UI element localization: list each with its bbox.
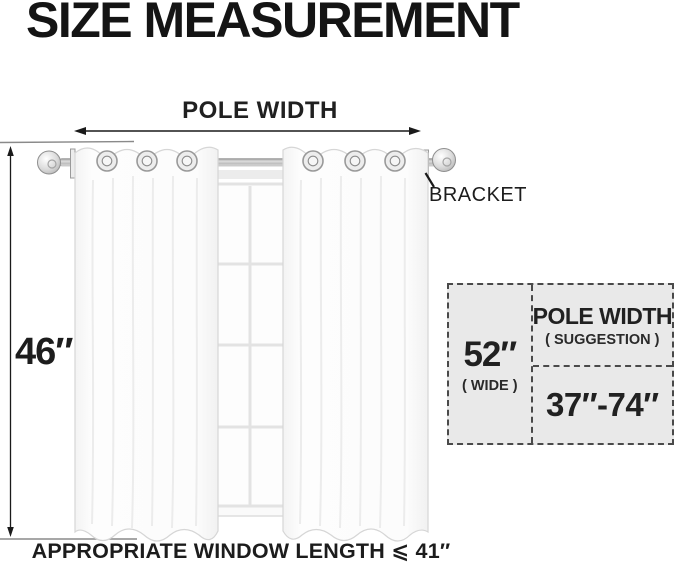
curtain-panel-left	[75, 147, 218, 541]
curtain-panel-right	[283, 147, 428, 541]
pole-width-arrow	[74, 127, 421, 135]
pole-width-range: 37″-74″	[546, 386, 659, 424]
spec-cell-pole-width	[533, 285, 672, 367]
grommet-icon	[345, 151, 365, 171]
window-length-note: APPROPRIATE WINDOW LENGTH ⩽ 41″	[31, 539, 451, 563]
panel-width-caption: ( WIDE )	[462, 377, 518, 394]
window-top-frame	[215, 170, 285, 179]
grommet-icon	[385, 151, 405, 171]
size-spec-box	[447, 283, 674, 445]
panel-width-value: 52″	[463, 334, 517, 374]
grommet-icon	[137, 151, 157, 171]
curtain-height-label: 46″	[15, 331, 73, 373]
pole-width-caption: ( SUGGESTION )	[545, 331, 660, 348]
bracket-left	[71, 149, 76, 178]
spec-right-column	[533, 285, 672, 443]
top-reference-line	[0, 142, 134, 143]
spec-cell-pole-range	[533, 367, 672, 443]
grommet-icon	[303, 151, 323, 171]
finial-left-icon	[38, 151, 61, 174]
spec-cell-panel-width	[449, 285, 533, 443]
grommet-icon	[97, 151, 117, 171]
pole-width-label: POLE WIDTH	[182, 97, 338, 124]
pole-width-title: POLE WIDTH	[532, 302, 672, 329]
height-dimension-arrow	[7, 146, 14, 537]
bracket-label: BRACKET	[429, 184, 527, 206]
grommet-icon	[177, 151, 197, 171]
page-title: SIZE MEASUREMENT	[26, 0, 519, 48]
